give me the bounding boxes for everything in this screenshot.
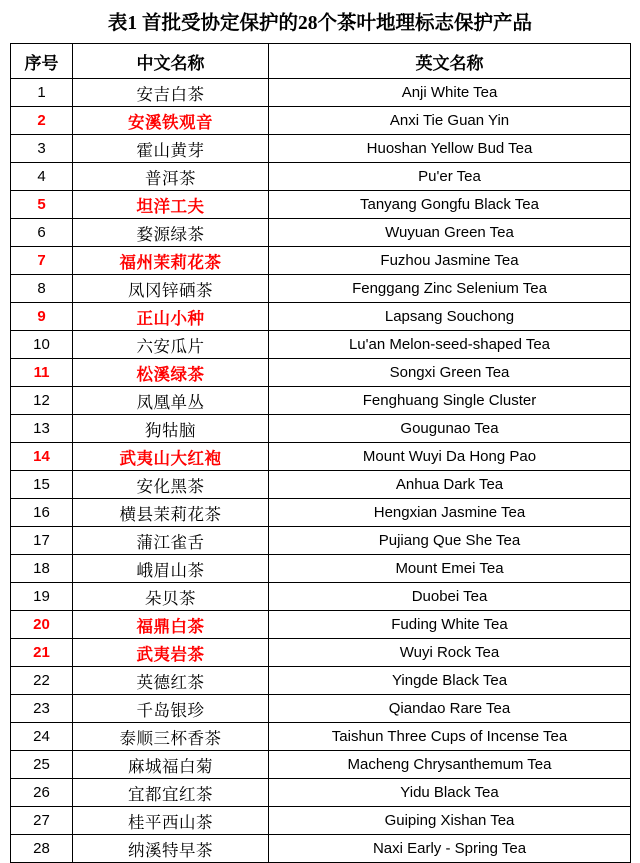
cell-chinese-name: 狗牯脑 — [73, 415, 269, 443]
column-header-chinese-name: 中文名称 — [73, 44, 269, 79]
cell-chinese-name: 纳溪特早茶 — [73, 835, 269, 863]
cell-chinese-name: 英德红茶 — [73, 667, 269, 695]
cell-index: 13 — [11, 415, 73, 443]
table-row — [11, 667, 631, 695]
cell-index: 15 — [11, 471, 73, 499]
table-row — [11, 359, 631, 387]
table-row — [11, 191, 631, 219]
table-row — [11, 471, 631, 499]
cell-index: 24 — [11, 723, 73, 751]
cell-english-name: Naxi Early - Spring Tea — [269, 835, 631, 863]
cell-chinese-name: 峨眉山茶 — [73, 555, 269, 583]
cell-english-name: Guiping Xishan Tea — [269, 807, 631, 835]
cell-chinese-name: 凤冈锌硒茶 — [73, 275, 269, 303]
cell-chinese-name: 蒲江雀舌 — [73, 527, 269, 555]
table-row — [11, 779, 631, 807]
table-row — [11, 163, 631, 191]
cell-chinese-name: 宜都宜红茶 — [73, 779, 269, 807]
table-row — [11, 303, 631, 331]
cell-chinese-name: 婺源绿茶 — [73, 219, 269, 247]
table-row — [11, 387, 631, 415]
cell-index: 28 — [11, 835, 73, 863]
table-header-row — [11, 44, 631, 79]
cell-english-name: Wuyuan Green Tea — [269, 219, 631, 247]
tea-products-table — [10, 43, 631, 863]
cell-english-name: Hengxian Jasmine Tea — [269, 499, 631, 527]
cell-index: 6 — [11, 219, 73, 247]
cell-chinese-name: 松溪绿茶 — [73, 359, 269, 387]
cell-english-name: Qiandao Rare Tea — [269, 695, 631, 723]
cell-english-name: Wuyi Rock Tea — [269, 639, 631, 667]
cell-english-name: Huoshan Yellow Bud Tea — [269, 135, 631, 163]
cell-english-name: Macheng Chrysanthemum Tea — [269, 751, 631, 779]
cell-index: 5 — [11, 191, 73, 219]
cell-index: 10 — [11, 331, 73, 359]
cell-english-name: Mount Wuyi Da Hong Pao — [269, 443, 631, 471]
cell-english-name: Anxi Tie Guan Yin — [269, 107, 631, 135]
table-row — [11, 107, 631, 135]
cell-chinese-name: 正山小种 — [73, 303, 269, 331]
cell-english-name: Fenghuang Single Cluster — [269, 387, 631, 415]
cell-english-name: Pujiang Que She Tea — [269, 527, 631, 555]
table-row — [11, 555, 631, 583]
cell-index: 8 — [11, 275, 73, 303]
cell-index: 25 — [11, 751, 73, 779]
table-row — [11, 835, 631, 863]
cell-index: 21 — [11, 639, 73, 667]
cell-chinese-name: 千岛银珍 — [73, 695, 269, 723]
cell-chinese-name: 霍山黄芽 — [73, 135, 269, 163]
table-row — [11, 443, 631, 471]
cell-english-name: Songxi Green Tea — [269, 359, 631, 387]
cell-chinese-name: 横县茉莉花茶 — [73, 499, 269, 527]
table-row — [11, 331, 631, 359]
table-row — [11, 527, 631, 555]
cell-english-name: Anji White Tea — [269, 79, 631, 107]
cell-chinese-name: 福鼎白茶 — [73, 611, 269, 639]
cell-english-name: Taishun Three Cups of Incense Tea — [269, 723, 631, 751]
cell-chinese-name: 普洱茶 — [73, 163, 269, 191]
table-row — [11, 415, 631, 443]
cell-chinese-name: 武夷山大红袍 — [73, 443, 269, 471]
cell-index: 11 — [11, 359, 73, 387]
table-row — [11, 219, 631, 247]
cell-index: 1 — [11, 79, 73, 107]
cell-english-name: Duobei Tea — [269, 583, 631, 611]
table-row — [11, 499, 631, 527]
cell-chinese-name: 六安瓜片 — [73, 331, 269, 359]
cell-index: 3 — [11, 135, 73, 163]
cell-index: 27 — [11, 807, 73, 835]
cell-index: 2 — [11, 107, 73, 135]
table-row — [11, 135, 631, 163]
cell-english-name: Yidu Black Tea — [269, 779, 631, 807]
cell-chinese-name: 泰顺三杯香茶 — [73, 723, 269, 751]
cell-index: 12 — [11, 387, 73, 415]
column-header-index: 序号 — [11, 44, 73, 79]
cell-chinese-name: 福州茉莉花茶 — [73, 247, 269, 275]
table-row — [11, 639, 631, 667]
cell-chinese-name: 武夷岩茶 — [73, 639, 269, 667]
cell-english-name: Gougunao Tea — [269, 415, 631, 443]
cell-index: 19 — [11, 583, 73, 611]
cell-index: 20 — [11, 611, 73, 639]
cell-english-name: Pu'er Tea — [269, 163, 631, 191]
cell-index: 16 — [11, 499, 73, 527]
cell-chinese-name: 朵贝茶 — [73, 583, 269, 611]
cell-english-name: Anhua Dark Tea — [269, 471, 631, 499]
cell-chinese-name: 麻城福白菊 — [73, 751, 269, 779]
cell-chinese-name: 安吉白茶 — [73, 79, 269, 107]
cell-chinese-name: 桂平西山茶 — [73, 807, 269, 835]
cell-index: 4 — [11, 163, 73, 191]
cell-index: 18 — [11, 555, 73, 583]
column-header-english-name: 英文名称 — [269, 44, 631, 79]
cell-english-name: Fuding White Tea — [269, 611, 631, 639]
table-body — [11, 79, 631, 863]
table-row — [11, 723, 631, 751]
page-title: 表1 首批受协定保护的28个茶叶地理标志保护产品 — [107, 13, 533, 34]
cell-chinese-name: 凤凰单丛 — [73, 387, 269, 415]
cell-index: 26 — [11, 779, 73, 807]
table-row — [11, 751, 631, 779]
cell-english-name: Tanyang Gongfu Black Tea — [269, 191, 631, 219]
cell-english-name: Fuzhou Jasmine Tea — [269, 247, 631, 275]
table-row — [11, 247, 631, 275]
cell-index: 9 — [11, 303, 73, 331]
table-row — [11, 807, 631, 835]
table-row — [11, 695, 631, 723]
cell-chinese-name: 安溪铁观音 — [73, 107, 269, 135]
cell-index: 17 — [11, 527, 73, 555]
cell-index: 23 — [11, 695, 73, 723]
cell-chinese-name: 坦洋工夫 — [73, 191, 269, 219]
cell-english-name: Fenggang Zinc Selenium Tea — [269, 275, 631, 303]
cell-index: 7 — [11, 247, 73, 275]
cell-index: 14 — [11, 443, 73, 471]
table-row — [11, 583, 631, 611]
table-row — [11, 275, 631, 303]
cell-english-name: Mount Emei Tea — [269, 555, 631, 583]
cell-index: 22 — [11, 667, 73, 695]
table-row — [11, 611, 631, 639]
cell-english-name: Yingde Black Tea — [269, 667, 631, 695]
cell-english-name: Lapsang Souchong — [269, 303, 631, 331]
cell-english-name: Lu'an Melon-seed-shaped Tea — [269, 331, 631, 359]
cell-chinese-name: 安化黑茶 — [73, 471, 269, 499]
table-row — [11, 79, 631, 107]
